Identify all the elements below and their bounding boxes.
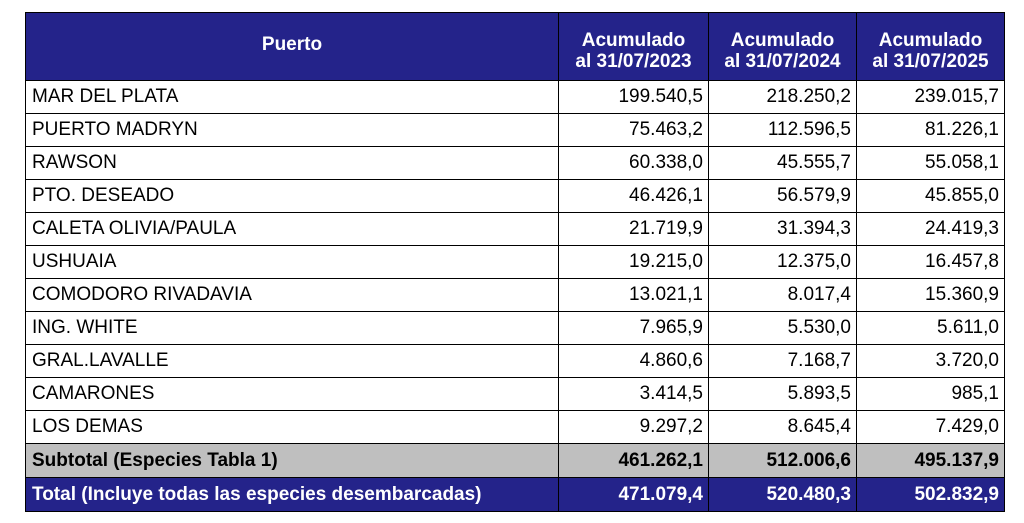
header-row	[26, 13, 1005, 81]
value-2023: 13.021,1	[559, 279, 709, 312]
port-name: CALETA OLIVIA/PAULA	[26, 213, 559, 246]
value-2023: 4.860,6	[559, 345, 709, 378]
value-2024: 31.394,3	[709, 213, 857, 246]
header-2023-line1: Acumulado	[581, 29, 686, 51]
table-row	[26, 180, 1005, 213]
value-2023: 21.719,9	[559, 213, 709, 246]
subtotal-2024: 512.006,6	[709, 444, 857, 478]
total-2023: 471.079,4	[559, 478, 709, 512]
value-2023: 199.540,5	[559, 81, 709, 114]
total-2024: 520.480,3	[709, 478, 857, 512]
value-2025: 55.058,1	[857, 147, 1005, 180]
table-row	[26, 114, 1005, 147]
value-2024: 12.375,0	[709, 246, 857, 279]
value-2023: 7.965,9	[559, 312, 709, 345]
table-row	[26, 147, 1005, 180]
header-2025-line2: al 31/07/2025	[872, 50, 989, 72]
header-port: Puerto	[26, 13, 559, 81]
header-2024-line2: al 31/07/2024	[724, 50, 841, 72]
value-2025: 3.720,0	[857, 345, 1005, 378]
table-row	[26, 345, 1005, 378]
value-2023: 19.215,0	[559, 246, 709, 279]
header-2023-line2: al 31/07/2023	[575, 50, 692, 72]
value-2023: 46.426,1	[559, 180, 709, 213]
value-2025: 5.611,0	[857, 312, 1005, 345]
header-2025	[857, 13, 1005, 81]
value-2024: 56.579,9	[709, 180, 857, 213]
port-name: GRAL.LAVALLE	[26, 345, 559, 378]
value-2024: 5.530,0	[709, 312, 857, 345]
value-2025: 16.457,8	[857, 246, 1005, 279]
value-2023: 3.414,5	[559, 378, 709, 411]
total-row	[26, 478, 1005, 512]
value-2024: 5.893,5	[709, 378, 857, 411]
value-2025: 45.855,0	[857, 180, 1005, 213]
port-name: PUERTO MADRYN	[26, 114, 559, 147]
total-2025: 502.832,9	[857, 478, 1005, 512]
port-name: ING. WHITE	[26, 312, 559, 345]
table-row	[26, 246, 1005, 279]
value-2024: 45.555,7	[709, 147, 857, 180]
value-2025: 985,1	[857, 378, 1005, 411]
value-2023: 9.297,2	[559, 411, 709, 444]
value-2025: 7.429,0	[857, 411, 1005, 444]
port-name: USHUAIA	[26, 246, 559, 279]
value-2025: 24.419,3	[857, 213, 1005, 246]
subtotal-2023: 461.262,1	[559, 444, 709, 478]
landings-by-port-table	[25, 12, 1005, 512]
value-2024: 8.645,4	[709, 411, 857, 444]
value-2024: 7.168,7	[709, 345, 857, 378]
value-2025: 15.360,9	[857, 279, 1005, 312]
value-2024: 8.017,4	[709, 279, 857, 312]
value-2024: 112.596,5	[709, 114, 857, 147]
header-2024	[709, 13, 857, 81]
port-name: COMODORO RIVADAVIA	[26, 279, 559, 312]
port-name: LOS DEMAS	[26, 411, 559, 444]
table-row	[26, 213, 1005, 246]
table-row	[26, 378, 1005, 411]
value-2023: 60.338,0	[559, 147, 709, 180]
subtotal-2025: 495.137,9	[857, 444, 1005, 478]
table-row	[26, 81, 1005, 114]
port-name: RAWSON	[26, 147, 559, 180]
total-label: Total (Incluye todas las especies desembarcadas)	[26, 478, 559, 512]
port-name: PTO. DESEADO	[26, 180, 559, 213]
subtotal-label: Subtotal (Especies Tabla 1)	[26, 444, 559, 478]
subtotal-row	[26, 444, 1005, 478]
table-row	[26, 279, 1005, 312]
header-2025-line1: Acumulado	[878, 29, 983, 51]
port-name: CAMARONES	[26, 378, 559, 411]
header-2023	[559, 13, 709, 81]
port-name: MAR DEL PLATA	[26, 81, 559, 114]
value-2024: 218.250,2	[709, 81, 857, 114]
header-2024-line1: Acumulado	[730, 29, 835, 51]
table-row	[26, 312, 1005, 345]
value-2023: 75.463,2	[559, 114, 709, 147]
table-row	[26, 411, 1005, 444]
value-2025: 81.226,1	[857, 114, 1005, 147]
value-2025: 239.015,7	[857, 81, 1005, 114]
